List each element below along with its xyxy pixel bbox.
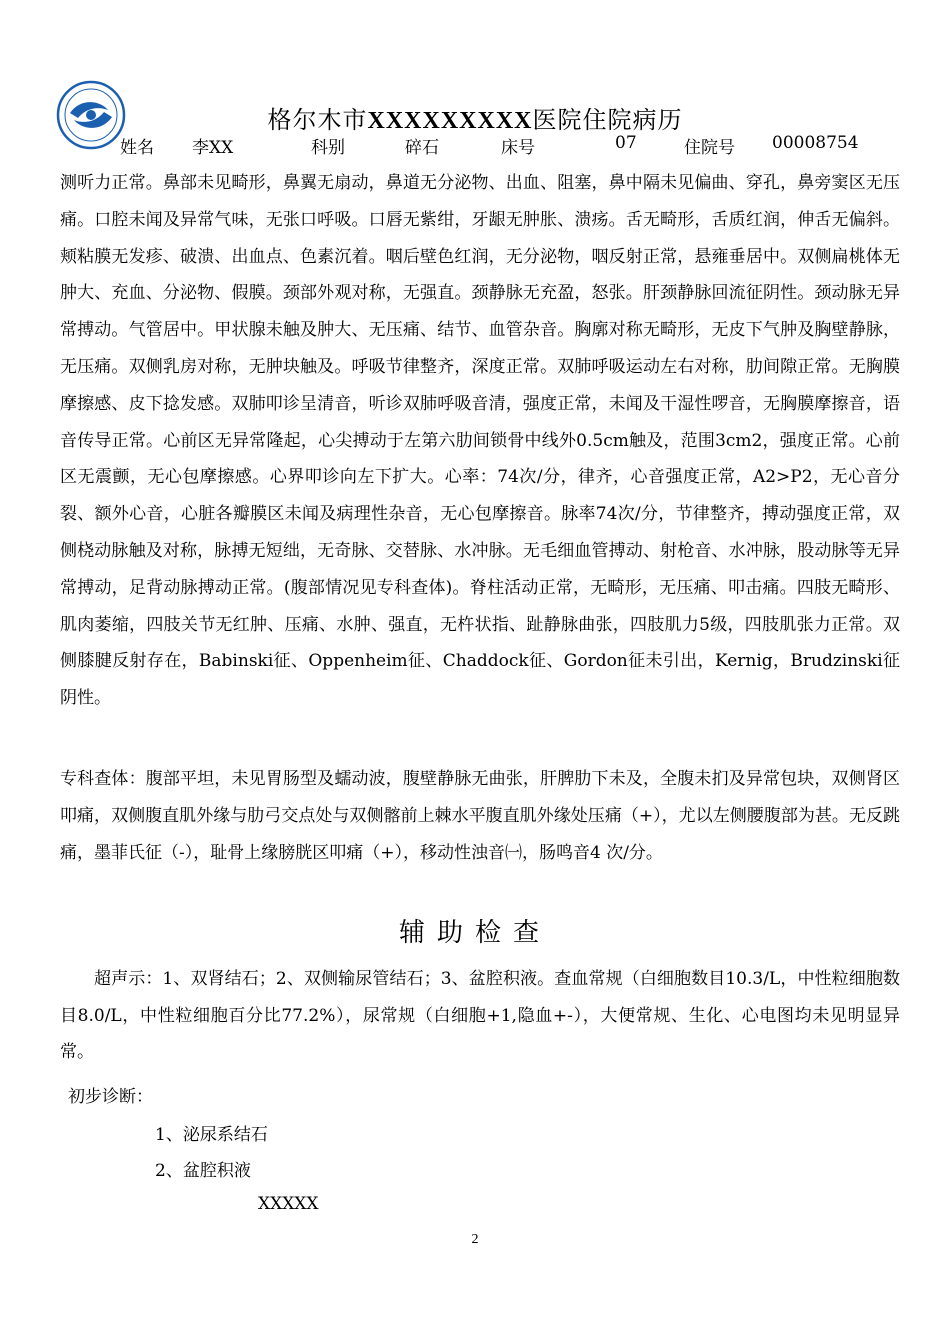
bed-label: 床号: [501, 138, 535, 158]
hospital-name-redacted: XXXXXXXXX: [367, 108, 533, 134]
diagnosis-item: 1、泌尿系结石: [155, 1125, 268, 1145]
document-title: [0, 100, 950, 135]
physician-signature: XXXXX: [258, 1194, 319, 1214]
department-value: 碎石: [405, 138, 439, 158]
name-label: 姓名: [120, 138, 154, 158]
specialty-exam-body: 专科查体：腹部平坦，未见胃肠型及蠕动波，腹壁静脉无曲张，肝脾肋下未及，全腹未扪及异常包块，双侧肾区叩痛，双侧腹直肌外缘与肋弓交点处与双侧髂前上棘水平腹直肌外缘处压痛（+），尤以左侧腰腹部为甚。无反跳痛，墨菲氏征（-），耻骨上缘膀胱区叩痛（+），移动性浊音㈠，肠鸣音4 次/分。: [60, 769, 900, 863]
title-suffix: 医院住院病历: [532, 106, 683, 134]
aux-exam-text: [60, 961, 900, 1071]
preliminary-diagnosis-label: 初步诊断：: [68, 1087, 153, 1107]
department-label: 科别: [311, 138, 345, 158]
diagnosis-item: 2、盆腔积液: [155, 1161, 251, 1181]
page-number: 2: [471, 1232, 479, 1247]
name-value: 李XX: [192, 138, 234, 158]
title-prefix: 格尔木市: [267, 106, 368, 134]
bed-value: 07: [615, 133, 637, 153]
physical-exam-body: 测听力正常。鼻部未见畸形，鼻翼无扇动，鼻道无分泌物、出血、阻塞，鼻中隔未见偏曲、穿孔，鼻旁窦区无压痛。口腔未闻及异常气味，无张口呼吸。口唇无紫绀，牙龈无肿胀、溃疡。舌无畸形，舌质红润，伸舌无偏斜。颊粘膜无发疹、破溃、出血点、色素沉着。咽后壁色红润，无分泌物，咽反射正常，悬雍垂居中。双侧扁桃体无肿大、充血、分泌物、假膜。颈部外观对称，无强直。颈静脉无充盈，怒张。肝颈静脉回流征阴性。颈动脉无异常搏动。气管居中。甲状腺未触及肿大、无压痛、结节、血管杂音。胸廓对称无畸形，无皮下气肿及胸壁静脉，无压痛。双侧乳房对称，无肿块触及。呼吸节律整齐，深度正常。双肺呼吸运动左右对称，肋间隙正常。无胸膜摩擦感、皮下捻发感。双肺叩诊呈清音，听诊双肺呼吸音清，强度正常，未闻及干湿性啰音，无胸膜摩擦音，语音传导正常。心前区无异常隆起，心尖搏动于左第六肋间锁骨中线外0.5cm触及，范围3cm2，强度正常。心前区无震颤，无心包摩擦感。心界叩诊向左下扩大。心率：74次/分，律齐，心音强度正常，A2>P2，无心音分裂、额外心音，心脏各瓣膜区未闻及病理性杂音，无心包摩擦音。脉率74次/分，节律整齐，搏动强度正常，双侧桡动脉触及对称，脉搏无短绌，无奇脉、交替脉、水冲脉。无毛细血管搏动、射枪音、水冲脉，股动脉等无异常搏动，足背动脉搏动正常。(腹部情况见专科查体)。脊柱活动正常，无畸形，无压痛、叩击痛。四肢无畸形、肌肉萎缩，四肢关节无红肿、压痛、水肿、强直，无杵状指、趾静脉曲张，四肢肌力5级，四肢肌张力正常。双侧膝腱反射存在，Babinski征、Oppenheim征、Chaddock征、Gordon征未引出，Kernig，Brudzinski征阴性。: [60, 173, 900, 709]
admission-number-label: 住院号: [684, 138, 735, 158]
admission-number-value: 00008754: [772, 133, 859, 153]
physical-exam-text: [60, 165, 900, 717]
aux-exam-body: 超声示：1、双肾结石；2、双侧输尿管结石；3、盆腔积液。查血常规（白细胞数目10.3/L，中性粒细胞数目8.0/L，中性粒细胞百分比77.2%），尿常规（白细胞+1,隐血+-），大便常规、生化、心电图均未见明显异常。: [60, 969, 900, 1062]
aux-exam-heading: 辅助检查: [398, 918, 551, 948]
specialty-exam-text: [60, 761, 900, 871]
